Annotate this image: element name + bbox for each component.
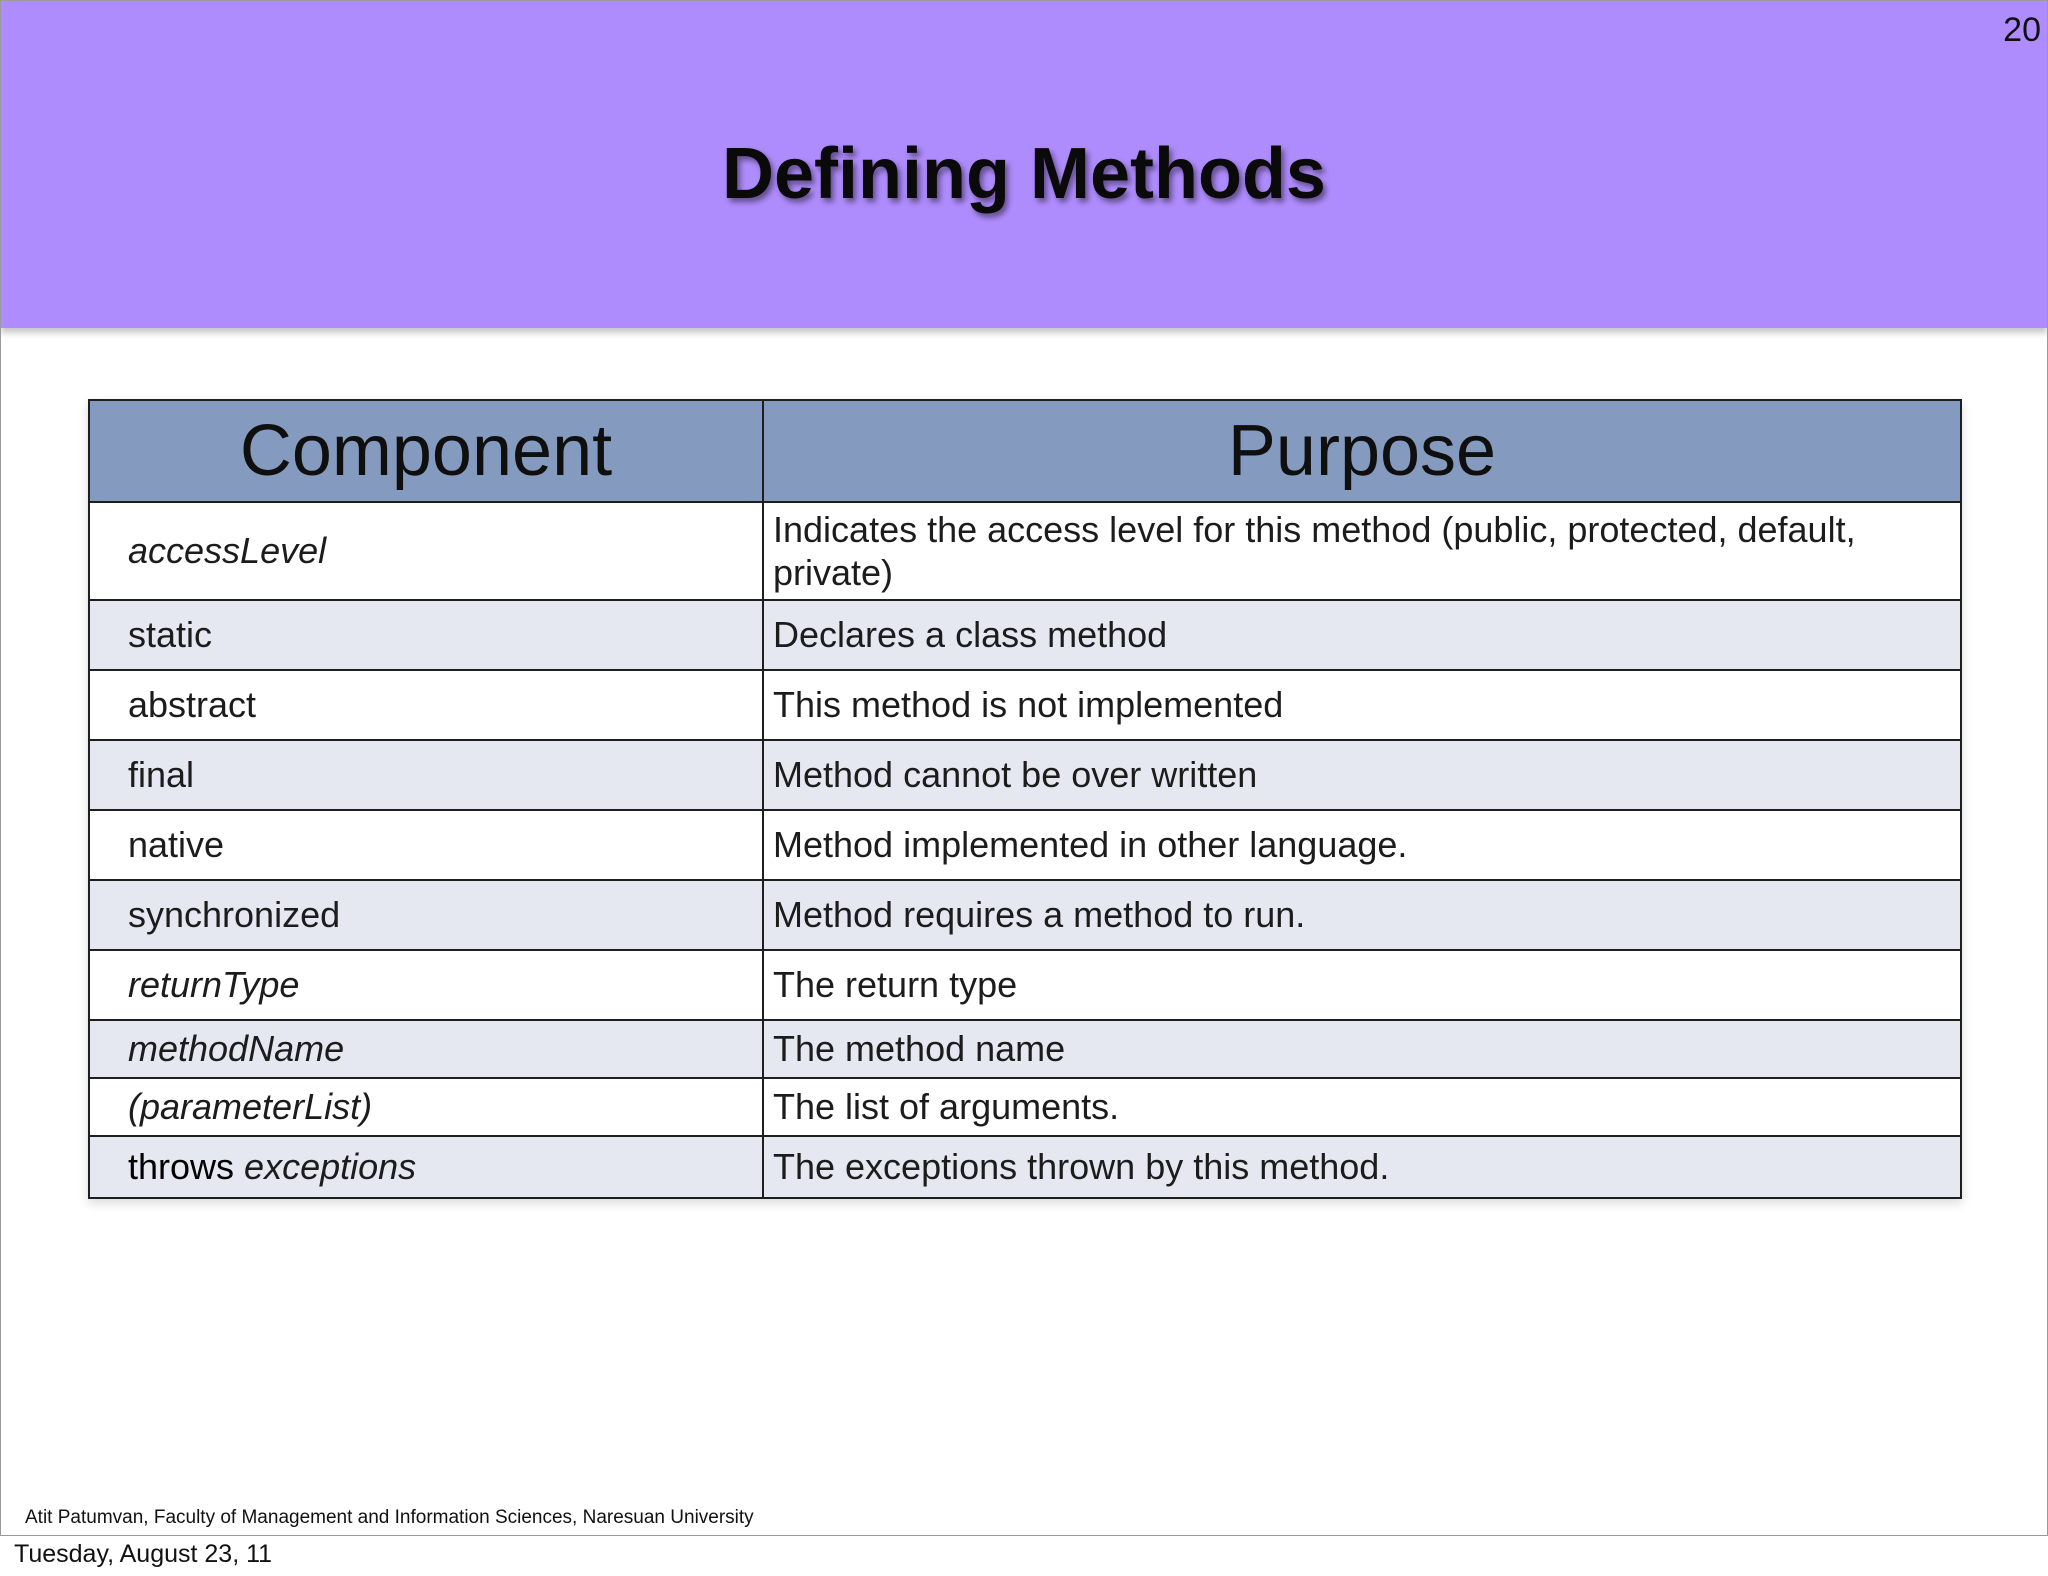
table-row xyxy=(89,600,1961,670)
component-cell: (parameterList) xyxy=(89,1078,763,1136)
table-row xyxy=(89,670,1961,740)
table-row xyxy=(89,810,1961,880)
purpose-cell: Method cannot be over written xyxy=(763,740,1961,810)
purpose-cell: The exceptions thrown by this method. xyxy=(763,1136,1961,1198)
header-purpose: Purpose xyxy=(763,400,1961,502)
table-row xyxy=(89,740,1961,810)
table-row xyxy=(89,1020,1961,1078)
table-header-row xyxy=(89,400,1961,502)
components-table xyxy=(88,399,1962,1199)
slide-title: Defining Methods xyxy=(722,134,1326,214)
table-row xyxy=(89,502,1961,600)
purpose-cell: The method name xyxy=(763,1020,1961,1078)
purpose-cell: The return type xyxy=(763,950,1961,1020)
component-cell: final xyxy=(89,740,763,810)
table-row xyxy=(89,1078,1961,1136)
purpose-cell: Method requires a method to run. xyxy=(763,880,1961,950)
purpose-cell: This method is not implemented xyxy=(763,670,1961,740)
component-keyword-arg: exceptions xyxy=(244,1146,417,1188)
table-row xyxy=(89,1136,1961,1198)
component-cell: returnType xyxy=(89,950,763,1020)
footer-credit: Atit Patumvan, Faculty of Management and Information Sciences, Naresuan University xyxy=(25,1507,754,1528)
slide-number: 20 xyxy=(2003,11,2041,49)
component-keyword: throws xyxy=(128,1146,235,1188)
component-cell: methodName xyxy=(89,1020,763,1078)
purpose-cell: Declares a class method xyxy=(763,600,1961,670)
component-cell: abstract xyxy=(89,670,763,740)
header-component: Component xyxy=(89,400,763,502)
table-row xyxy=(89,950,1961,1020)
purpose-cell: The list of arguments. xyxy=(763,1078,1961,1136)
component-cell: synchronized xyxy=(89,880,763,950)
component-cell xyxy=(89,1136,763,1198)
component-cell: accessLevel xyxy=(89,502,763,600)
component-cell: native xyxy=(89,810,763,880)
table-row xyxy=(89,880,1961,950)
purpose-cell: Indicates the access level for this method (public, protected, default, private) xyxy=(763,502,1961,600)
component-cell: static xyxy=(89,600,763,670)
purpose-cell: Method implemented in other language. xyxy=(763,810,1961,880)
footer-date: Tuesday, August 23, 11 xyxy=(14,1540,273,1568)
